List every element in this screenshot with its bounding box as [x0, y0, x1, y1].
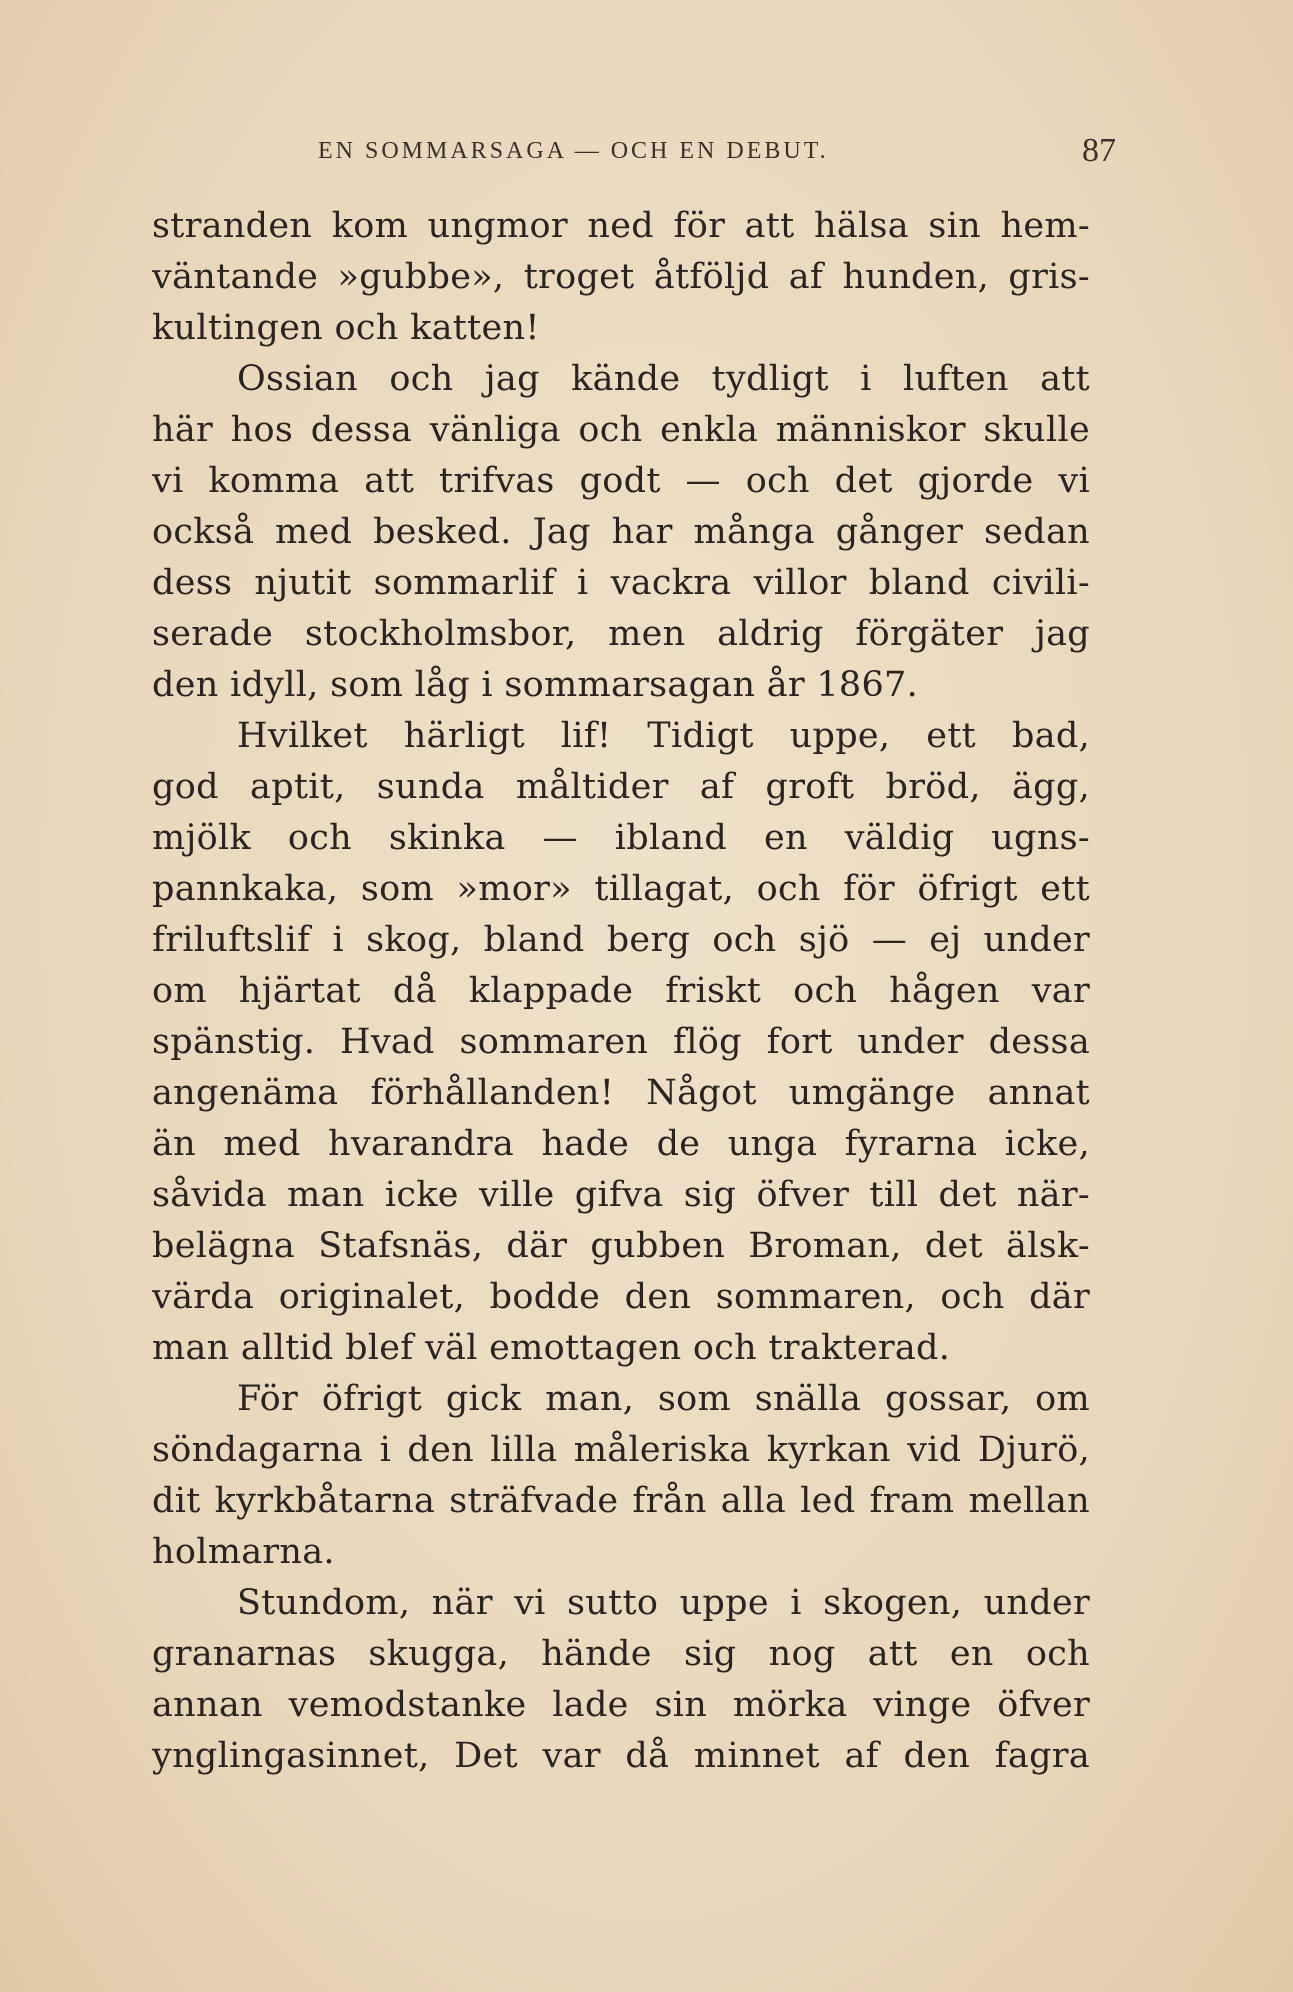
- text-line: pannkaka, som »mor» tillagat, och för öfrigt ett: [152, 869, 1090, 909]
- text-line: stranden kom ungmor ned för att hälsa sin hem-: [152, 206, 1090, 246]
- body-text: [152, 201, 1090, 1782]
- page-number: 87: [1082, 132, 1116, 169]
- running-head: EN SOMMARSAGA — OCH EN DEBUT.: [318, 138, 829, 164]
- text-line: dess njutit sommarlif i vackra villor bland civili-: [152, 563, 1090, 603]
- text-line: friluftslif i skog, bland berg och sjö — ej under: [152, 920, 1090, 960]
- text-line: Stundom, när vi sutto uppe i skogen, under: [237, 1583, 1090, 1623]
- text-line: holmarna.: [152, 1532, 335, 1572]
- text-line: här hos dessa vänliga och enkla människor skulle: [152, 410, 1090, 450]
- text-line: också med besked. Jag har många gånger sedan: [152, 512, 1090, 552]
- text-line: annan vemodstanke lade sin mörka vinge öfver: [152, 1685, 1090, 1725]
- text-line: Hvilket härligt lif! Tidigt uppe, ett bad,: [237, 716, 1090, 756]
- text-line: vi komma att trifvas godt — och det gjorde vi: [152, 461, 1090, 501]
- text-line: såvida man icke ville gifva sig öfver till det när-: [152, 1175, 1090, 1215]
- text-line: god aptit, sunda måltider af groft bröd, ägg,: [152, 767, 1090, 807]
- text-line: väntande »gubbe», troget åtföljd af hunden, gris-: [152, 257, 1090, 297]
- text-line: man alltid blef väl emottagen och trakterad.: [152, 1328, 951, 1368]
- text-line: belägna Stafsnäs, där gubben Broman, det älsk-: [152, 1226, 1090, 1266]
- text-line: söndagarna i den lilla måleriska kyrkan vid Djurö,: [152, 1430, 1090, 1470]
- text-line: mjölk och skinka — ibland en väldig ugns-: [152, 818, 1090, 858]
- text-line: kultingen och katten!: [152, 308, 540, 348]
- text-line: den idyll, som låg i sommarsagan år 1867.: [152, 665, 919, 705]
- text-line: om hjärtat då klappade friskt och hågen var: [152, 971, 1090, 1011]
- text-line: än med hvarandra hade de unga fyrarna icke,: [152, 1124, 1090, 1164]
- text-line: granarnas skugga, hände sig nog att en och: [152, 1634, 1090, 1674]
- text-line: För öfrigt gick man, som snälla gossar, om: [237, 1379, 1090, 1419]
- text-line: serade stockholmsbor, men aldrig förgäter jag: [152, 614, 1090, 654]
- text-line: ynglingasinnet, Det var då minnet af den fagra: [152, 1736, 1090, 1776]
- text-line: Ossian och jag kände tydligt i luften att: [237, 359, 1090, 399]
- text-line: värda originalet, bodde den sommaren, och där: [152, 1277, 1090, 1317]
- text-line: angenäma förhållanden! Något umgänge annat: [152, 1073, 1090, 1113]
- page-header: [318, 132, 1116, 172]
- text-line: spänstig. Hvad sommaren flög fort under dessa: [152, 1022, 1090, 1062]
- text-line: dit kyrkbåtarna sträfvade från alla led fram mellan: [152, 1481, 1090, 1521]
